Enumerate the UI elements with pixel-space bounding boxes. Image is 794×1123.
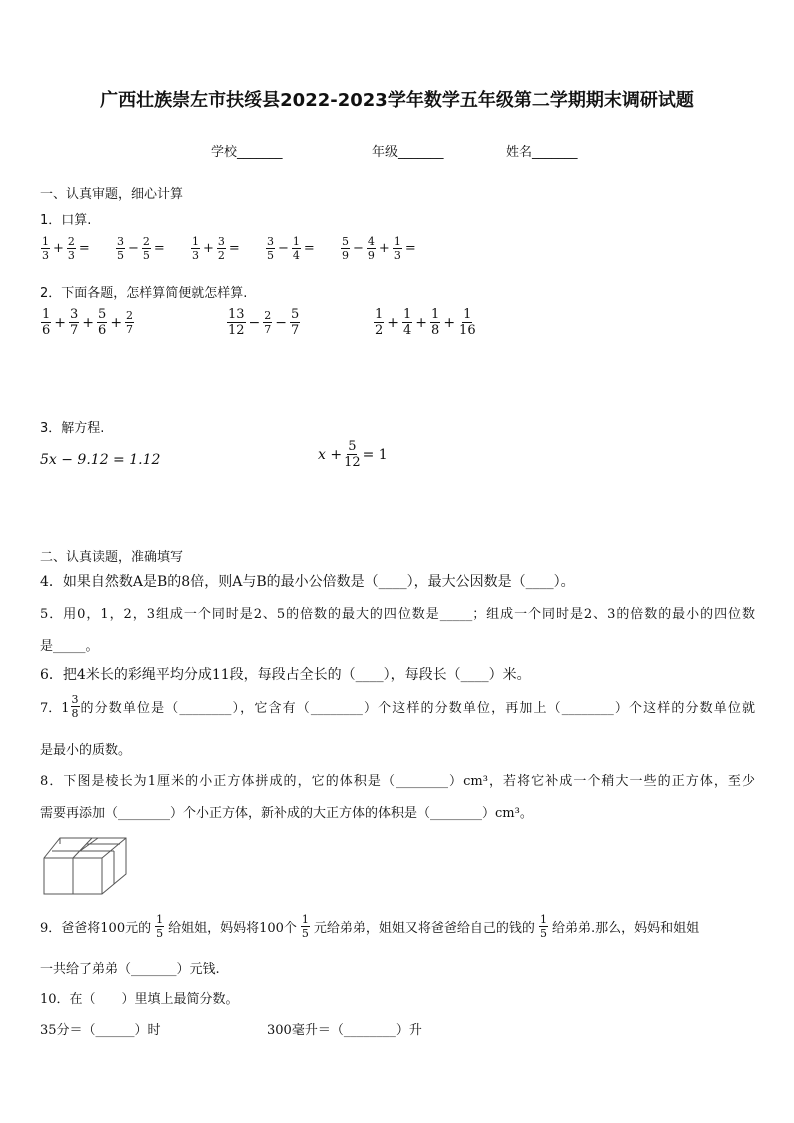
q7-line-2: 是最小的质数。 [40, 743, 132, 758]
q8-line-2: 需要再添加（________）个小正方体，新补成的大正方体的体积是（________）cm³。 [40, 806, 533, 821]
q10-item-1: 35分＝（______）时 [40, 1023, 161, 1038]
q2-expr-1: $\frac{1}{6}$ + $\frac{3}{7}$ + $\frac{5}{6}$ + $\frac{2}{7}$ [42, 307, 134, 338]
q7-line-1: 7．1 $\frac{3}{8}$ 的分数单位是（________），它含有（________）个这样的分数单位，再加上（________）个这样的分数单位就 [40, 693, 755, 720]
q5-line-2: 是_____。 [40, 639, 99, 654]
q3-label: 3．解方程. [40, 421, 105, 436]
section-1-heading: 一、认真审题，细心计算 [40, 187, 184, 202]
q4-text: 4．如果自然数A是B的8倍，则A与B的最小公倍数是（____），最大公因数是（____）。 [40, 574, 575, 590]
q9-line-1: 9．爸爸将100元的 $\frac{1}{5}$ 给姐姐，妈妈将100个 $\frac{1}{5}$ 元给弟弟，姐姐又将爸爸给自己的钱的 $\frac{1}{5}$ 给弟弟.那么，妈妈和姐姐 [40, 913, 700, 940]
q1-item-5: $\frac{5}{9}$ − $\frac{4}{9}$ + $\frac{1}{3}$ = [342, 235, 416, 262]
q1-item-3: $\frac{1}{3}$ + $\frac{3}{2}$ = [192, 235, 240, 262]
q10-item-2: 300毫升＝（________）升 [267, 1023, 422, 1038]
cube-figure [40, 836, 132, 898]
q1-item-2: $\frac{3}{5}$ − $\frac{2}{5}$ = [117, 235, 165, 262]
school-field[interactable]: 学校_______ [211, 145, 283, 160]
q2-expr-3: $\frac{1}{2}$ + $\frac{1}{4}$ + $\frac{1}{8}$ + $\frac{1}{16}$ [375, 307, 476, 338]
q3-equation-2: x + $\frac{5}{12}$ = 1 [318, 439, 388, 470]
q8-line-1: 8．下图是棱长为1厘米的小正方体拼成的，它的体积是（________）cm³，若将它补成一个稍大一些的正方体，至少 [40, 774, 755, 789]
section-2-heading: 二、认真读题，准确填写 [40, 550, 184, 565]
q5-line-1: 5．用0，1，2，3组成一个同时是2、5的倍数的最大的四位数是_____；组成一个同时是2、3的倍数的最小的四位数 [40, 607, 755, 622]
q1-item-4: $\frac{3}{5}$ − $\frac{1}{4}$ = [267, 235, 315, 262]
q1-item-1: $\frac{1}{3}$ + $\frac{2}{3}$ = [42, 235, 90, 262]
q6-text: 6．把4米长的彩绳平均分成11段，每段占全长的（____），每段长（____）米。 [40, 667, 531, 683]
name-field[interactable]: 姓名_______ [506, 145, 578, 160]
q9-line-2: 一共给了弟弟（_______）元钱. [40, 962, 220, 977]
q1-label: 1．口算. [40, 213, 92, 228]
q2-label: 2．下面各题，怎样算简便就怎样算. [40, 286, 248, 301]
grade-field[interactable]: 年级_______ [372, 145, 444, 160]
q3-equation-1: 5x − 9.12 = 1.12 [40, 452, 161, 468]
q10-label: 10．在（ ）里填上最简分数。 [40, 992, 239, 1007]
page-title: 广西壮族崇左市扶绥县2022-2023学年数学五年级第二学期期末调研试题 [100, 90, 694, 111]
q2-expr-2: $\frac{13}{12}$ − $\frac{2}{7}$ − $\frac{5}{7}$ [228, 307, 300, 338]
